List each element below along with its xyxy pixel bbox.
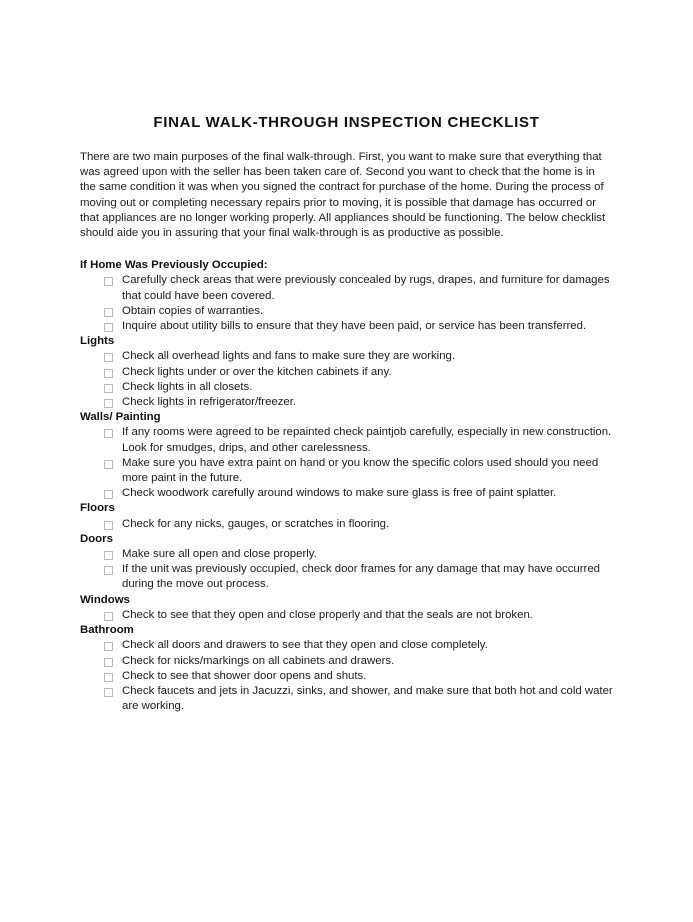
checklist-item-text: If any rooms were agreed to be repainted check paintjob carefully, especially in new construction. Look for smudges, drips, and other carelessness.	[122, 426, 612, 454]
checklist-item-text: Check for any nicks, gauges, or scratches in flooring.	[122, 517, 390, 530]
checklist-section	[80, 258, 613, 334]
checklist-item-text: Check to see that shower door opens and shuts.	[122, 669, 367, 682]
checklist-item-text: Carefully check areas that were previously concealed by rugs, drapes, and furniture for damages that could have been covered.	[122, 274, 610, 302]
checkbox-icon	[104, 612, 113, 621]
section-heading: Walls/ Painting	[80, 411, 161, 424]
section-heading: If Home Was Previously Occupied:	[80, 259, 268, 272]
section-heading: Windows	[80, 593, 130, 606]
checklist-item	[80, 395, 613, 410]
checkbox-icon	[104, 399, 113, 408]
checklist-item	[80, 456, 613, 486]
checklist-item-text: Check to see that they open and close properly and that the seals are not broken.	[122, 608, 533, 621]
checklist-section	[80, 532, 613, 593]
checklist-item-text: Check lights under or over the kitchen cabinets if any.	[122, 365, 392, 378]
checklist-item	[80, 562, 613, 592]
checklist-item-text: Obtain copies of warranties.	[122, 304, 264, 317]
checklist-section	[80, 501, 613, 531]
checkbox-icon	[104, 277, 113, 286]
checklist-section	[80, 410, 613, 501]
checklist-item-text: Check lights in refrigerator/freezer.	[122, 396, 297, 409]
checkbox-icon	[104, 369, 113, 378]
checklist-item	[80, 349, 613, 364]
checkbox-icon	[104, 673, 113, 682]
checkbox-icon	[104, 353, 113, 362]
checkbox-icon	[104, 460, 113, 469]
checklist-sections	[80, 258, 613, 714]
section-heading: Lights	[80, 335, 115, 348]
checklist-item-text: If the unit was previously occupied, check door frames for any damage that may have occurred during the move out process.	[122, 563, 601, 591]
checklist-item	[80, 365, 613, 380]
checklist-item	[80, 608, 613, 623]
section-heading: Floors	[80, 502, 115, 515]
checkbox-icon	[104, 429, 113, 438]
checklist-item	[80, 517, 613, 532]
checkbox-icon	[104, 566, 113, 575]
checklist-item	[80, 684, 613, 714]
checkbox-icon	[104, 308, 113, 317]
checklist-item	[80, 319, 613, 334]
checklist-section	[80, 623, 613, 714]
checklist-item	[80, 638, 613, 653]
checklist-item-text: Check all doors and drawers to see that they open and close completely.	[122, 639, 488, 652]
checklist-section	[80, 334, 613, 410]
checklist-item-text: Check lights in all closets.	[122, 380, 253, 393]
checkbox-icon	[104, 642, 113, 651]
checklist-item-text: Check all overhead lights and fans to make sure they are working.	[122, 350, 456, 363]
checkbox-icon	[104, 688, 113, 697]
checklist-item-text: Check for nicks/markings on all cabinets and drawers.	[122, 654, 395, 667]
checkbox-icon	[104, 551, 113, 560]
checkbox-icon	[104, 521, 113, 530]
intro-paragraph: There are two main purposes of the final walk-through. First, you want to make sure that everything that was agreed upon with the seller has been taken care of. Second you want to check that the home is in the same condition it was when you signed the contract for purchase of the home. During the process of moving out or completing necessary repairs prior to moving, it is possible that damage has occurred or that appliances are no longer working properly. All appliances should be functioning. The below checklist should aide you in assuring that your final walk-through is as productive as possible.	[80, 151, 606, 240]
checklist-item	[80, 304, 613, 319]
checkbox-icon	[104, 323, 113, 332]
checklist-item	[80, 425, 613, 455]
checklist-item	[80, 547, 613, 562]
checklist-item	[80, 380, 613, 395]
section-heading: Doors	[80, 532, 113, 545]
checkbox-icon	[104, 384, 113, 393]
checklist-item	[80, 669, 613, 684]
section-heading: Bathroom	[80, 624, 134, 637]
checklist-item	[80, 486, 613, 501]
document-title: FINAL WALK-THROUGH INSPECTION CHECKLIST	[153, 114, 540, 131]
checkbox-icon	[104, 658, 113, 667]
checklist-item-text: Check woodwork carefully around windows to make sure glass is free of paint splatter.	[122, 487, 557, 500]
checklist-item	[80, 654, 613, 669]
checklist-item-text: Check faucets and jets in Jacuzzi, sinks, and shower, and make sure that both hot and cold water are working.	[122, 684, 613, 713]
checklist-item-text: Inquire about utility bills to ensure that they have been paid, or service has been transferred.	[122, 320, 587, 333]
checklist-item-text: Make sure all open and close properly.	[122, 548, 317, 561]
checklist-section	[80, 593, 613, 623]
checklist-item	[80, 273, 613, 303]
checkbox-icon	[104, 490, 113, 499]
checklist-item-text: Make sure you have extra paint on hand or you know the specific colors used should you need more paint in the future.	[122, 456, 599, 485]
